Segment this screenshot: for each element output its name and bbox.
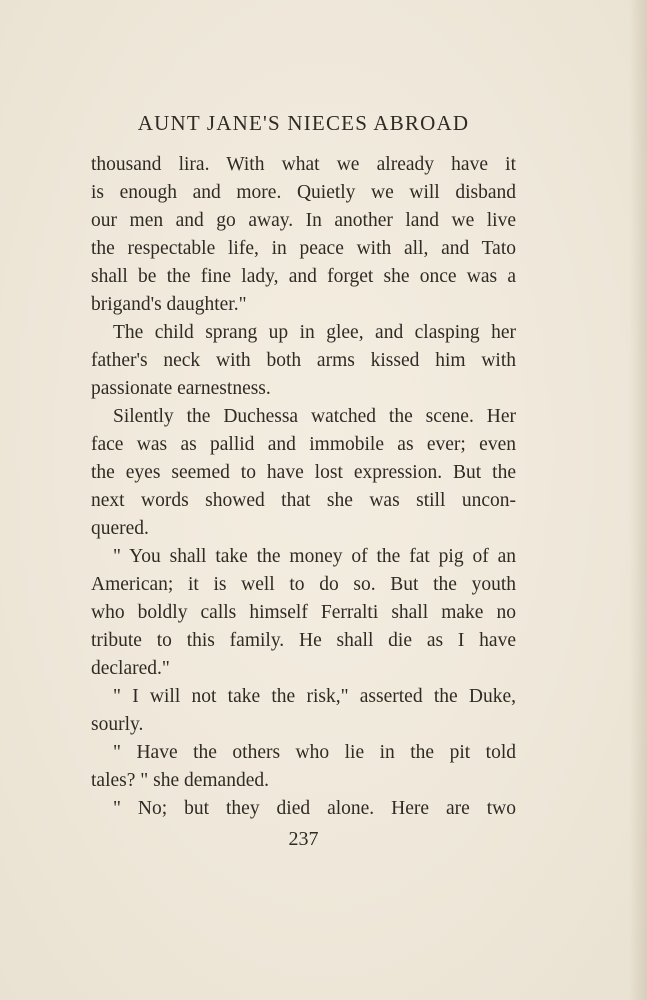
text-line: our men and go away. In another land we live bbox=[91, 210, 516, 231]
text-line: the eyes seemed to have lost expression. But the bbox=[91, 462, 516, 483]
text-line: brigand's daughter." bbox=[91, 294, 247, 315]
page-edge-shadow bbox=[629, 0, 647, 1000]
text-line: face was as pallid and immobile as ever; even bbox=[91, 434, 516, 455]
text-line: shall be the fine lady, and forget she once was a bbox=[91, 266, 516, 287]
text-line: Silently the Duchessa watched the scene. Her bbox=[113, 406, 516, 427]
text-line: sourly. bbox=[91, 714, 144, 735]
text-line: tales? " she demanded. bbox=[91, 770, 269, 791]
text-line: " I will not take the risk," asserted the Duke, bbox=[113, 686, 516, 707]
page-number: 237 bbox=[288, 828, 319, 850]
text-line: who boldly calls himself Ferralti shall make no bbox=[91, 602, 516, 623]
text-line: is enough and more. Quietly we will disband bbox=[91, 182, 516, 203]
text-line: " Have the others who lie in the pit told bbox=[113, 742, 516, 763]
text-line: declared." bbox=[91, 658, 170, 679]
text-line: passionate earnestness. bbox=[91, 378, 271, 399]
text-line: father's neck with both arms kissed him with bbox=[91, 350, 516, 371]
text-line: " You shall take the money of the fat pig of an bbox=[113, 546, 516, 567]
text-line: tribute to this family. He shall die as I have bbox=[91, 630, 516, 651]
text-line: " No; but they died alone. Here are two bbox=[113, 798, 516, 819]
text-line: thousand lira. With what we already have it bbox=[91, 154, 516, 175]
text-line: quered. bbox=[91, 518, 149, 539]
text-line: American; it is well to do so. But the youth bbox=[91, 574, 516, 595]
text-line: The child sprang up in glee, and clasping her bbox=[113, 322, 516, 343]
text-line: next words showed that she was still uncon- bbox=[91, 490, 516, 511]
running-head: AUNT JANE'S NIECES ABROAD bbox=[137, 111, 470, 135]
text-line: the respectable life, in peace with all, and Tato bbox=[91, 238, 516, 259]
body-text bbox=[91, 151, 516, 823]
